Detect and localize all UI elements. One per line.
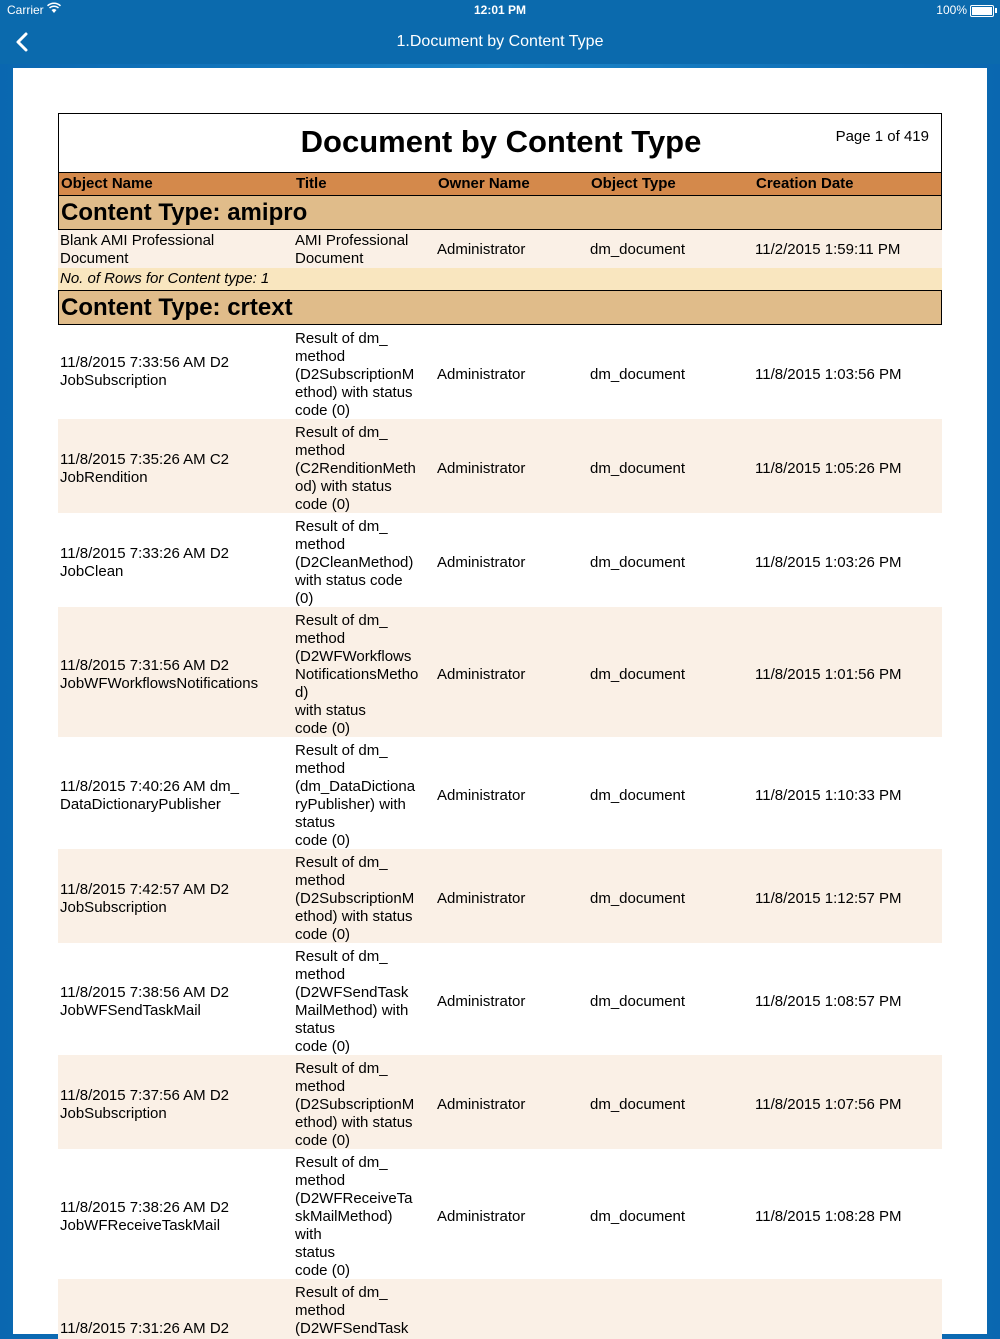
table-row <box>58 849 942 943</box>
cell-object-name: Blank AMI Professional Document <box>60 232 215 267</box>
cell-object-type: dm_document <box>590 366 686 383</box>
cell-owner: Administrator <box>437 241 526 258</box>
battery-icon <box>970 5 994 17</box>
cell-title: Result of dm_ method (D2WFSendTask <box>295 1284 409 1337</box>
cell-title: Result of dm_ method (D2WFSendTask MailMethod) with status code (0) <box>295 948 409 1055</box>
page-indicator: Page 1 of 419 <box>835 128 929 145</box>
group-heading: Content Type: crtext <box>58 290 942 325</box>
table-row <box>58 737 942 849</box>
cell-owner: Administrator <box>437 554 526 571</box>
cell-title: Result of dm_ method (D2CleanMethod) with status code (0) <box>295 518 414 607</box>
cell-title: Result of dm_ method (D2SubscriptionM ethod) with status code (0) <box>295 854 415 943</box>
cell-title: Result of dm_ method (D2SubscriptionM ethod) with status code (0) <box>295 330 415 419</box>
column-header-object-name: Object Name <box>61 175 153 192</box>
table-row <box>58 513 942 607</box>
cell-object-name: 11/8/2015 7:31:26 AM D2 <box>60 1320 230 1337</box>
battery-percent: 100% <box>936 3 967 17</box>
cell-owner: Administrator <box>437 366 526 383</box>
group-heading: Content Type: amipro <box>58 196 942 230</box>
cell-object-name: 11/8/2015 7:40:26 AM dm_ DataDictionaryPublisher <box>60 778 240 813</box>
cell-owner: Administrator <box>437 460 526 477</box>
table-row <box>58 1279 942 1339</box>
navigation-bar <box>0 22 1000 64</box>
table-row <box>58 419 942 513</box>
cell-creation-date: 11/2/2015 1:59:11 PM <box>755 241 901 258</box>
cell-object-type: dm_document <box>590 993 686 1010</box>
report-title: Document by Content Type <box>300 124 702 159</box>
cell-creation-date: 11/8/2015 1:03:56 PM <box>755 366 902 383</box>
cell-object-type: dm_document <box>590 460 686 477</box>
cell-object-type: dm_document <box>590 890 686 907</box>
cell-title: Result of dm_ method (D2WFWorkflows NotificationsMetho d) with status code (0) <box>295 612 419 737</box>
column-header-object-type: Object Type <box>591 175 676 192</box>
clock: 12:01 PM <box>473 3 527 17</box>
group-row-count: No. of Rows for Content type: 1 <box>58 268 942 290</box>
report-header <box>58 113 942 172</box>
cell-title: Result of dm_ method (C2RenditionMeth od) with status code (0) <box>295 424 416 513</box>
cell-owner: Administrator <box>437 1208 526 1225</box>
status-bar <box>0 0 1000 22</box>
cell-title: Result of dm_ method (D2WFReceiveTa skMailMethod) with status code (0) <box>295 1154 413 1279</box>
cell-owner: Administrator <box>437 787 526 804</box>
cell-creation-date: 11/8/2015 1:01:56 PM <box>755 666 902 683</box>
column-header-row <box>58 172 942 196</box>
column-header-owner-name: Owner Name <box>438 175 530 192</box>
cell-object-name: 11/8/2015 7:31:56 AM D2 JobWFWorkflowsNotifications <box>60 657 259 692</box>
cell-creation-date: 11/8/2015 1:12:57 PM <box>755 890 902 907</box>
column-header-title: Title <box>296 175 327 192</box>
nav-title: 1.Document by Content Type <box>396 33 604 50</box>
cell-title: AMI Professional Document <box>295 232 409 267</box>
report-page[interactable] <box>13 68 987 1337</box>
cell-object-name: 11/8/2015 7:33:56 AM D2 JobSubscription <box>60 354 230 389</box>
cell-object-type: dm_document <box>590 666 686 683</box>
cell-object-name: 11/8/2015 7:38:56 AM D2 JobWFSendTaskMail <box>60 984 230 1019</box>
cell-creation-date: 11/8/2015 1:03:26 PM <box>755 554 902 571</box>
carrier-label: Carrier <box>7 3 44 17</box>
cell-object-name: 11/8/2015 7:35:26 AM C2 JobRendition <box>60 451 230 486</box>
cell-owner: Administrator <box>437 666 526 683</box>
cell-object-name: 11/8/2015 7:42:57 AM D2 JobSubscription <box>60 881 230 916</box>
cell-object-type: dm_document <box>590 787 686 804</box>
cell-owner: Administrator <box>437 1096 526 1113</box>
cell-creation-date: 11/8/2015 1:10:33 PM <box>755 787 902 804</box>
cell-creation-date: 11/8/2015 1:08:57 PM <box>755 993 902 1010</box>
cell-title: Result of dm_ method (dm_DataDictiona ryPublisher) with status code (0) <box>295 742 416 849</box>
cell-owner: Administrator <box>437 993 526 1010</box>
battery-tip <box>995 8 997 13</box>
cell-creation-date: 11/8/2015 1:08:28 PM <box>755 1208 902 1225</box>
cell-creation-date: 11/8/2015 1:07:56 PM <box>755 1096 902 1113</box>
report-table <box>58 113 942 1339</box>
table-row <box>58 607 942 737</box>
table-row <box>58 1149 942 1279</box>
cell-title: Result of dm_ method (D2SubscriptionM ethod) with status code (0) <box>295 1060 415 1149</box>
cell-object-type: dm_document <box>590 241 686 258</box>
cell-object-name: 11/8/2015 7:37:56 AM D2 JobSubscription <box>60 1087 230 1122</box>
cell-object-type: dm_document <box>590 1208 686 1225</box>
cell-object-type: dm_document <box>590 1096 686 1113</box>
table-row <box>58 325 942 419</box>
cell-owner: Administrator <box>437 890 526 907</box>
cell-object-type: dm_document <box>590 554 686 571</box>
table-row <box>58 1055 942 1149</box>
column-header-creation-date: Creation Date <box>756 175 854 192</box>
table-row <box>58 230 942 268</box>
table-row <box>58 943 942 1055</box>
cell-object-name: 11/8/2015 7:33:26 AM D2 JobClean <box>60 545 230 580</box>
cell-creation-date: 11/8/2015 1:05:26 PM <box>755 460 902 477</box>
cell-object-name: 11/8/2015 7:38:26 AM D2 JobWFReceiveTaskMail <box>60 1199 230 1234</box>
